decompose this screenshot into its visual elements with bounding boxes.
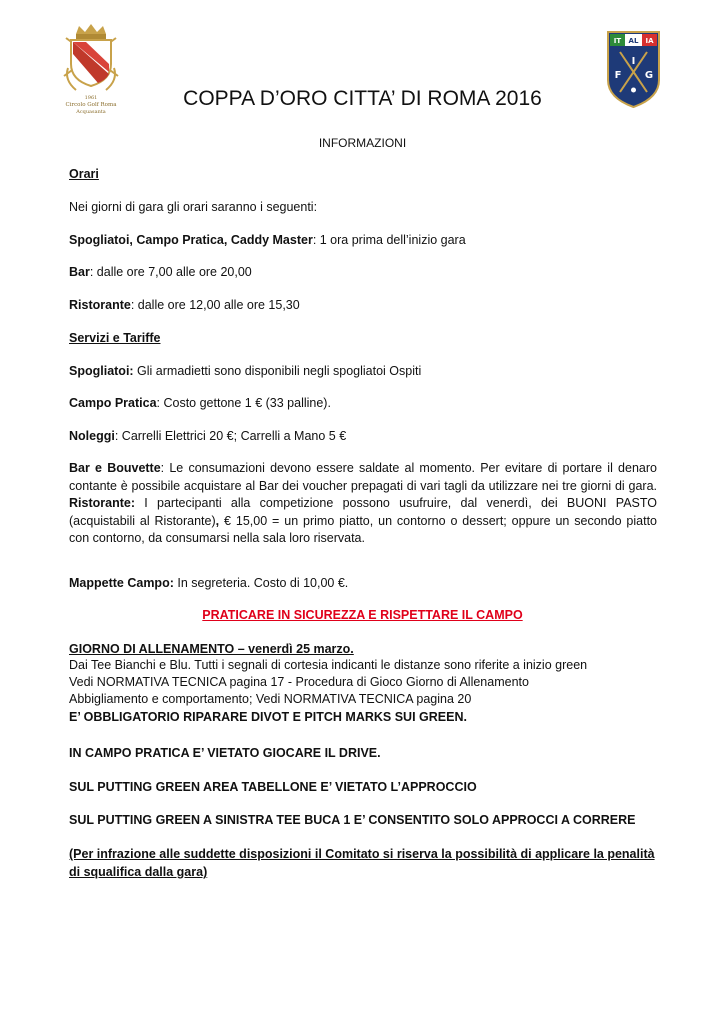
page-subtitle: INFORMAZIONI [318,136,407,150]
allenamento-line-1: Dai Tee Bianchi e Blu. Tutti i segnali di cortesia indicanti le distanze sono riferite a inizio green [69,658,588,672]
svg-text:G: G [644,70,654,81]
orari-intro: Nei giorni di gara gli orari saranno i seguenti: [69,200,318,214]
svg-text:I: I [631,56,636,67]
servizi-noleggi: Noleggi: Carrelli Elettrici 20 €; Carrelli a Mano 5 € [69,429,347,443]
svg-text:IA: IA [645,37,654,45]
rule-approccio: SUL PUTTING GREEN AREA TABELLONE E’ VIETATO L’APPROCCIO [69,780,477,794]
allenamento-line-2: Vedi NORMATIVA TECNICA pagina 17 - Procedura di Gioco Giorno di Allenamento [69,675,529,689]
orari-heading: Orari [69,167,99,181]
orari-row-spogliatoi: Spogliatoi, Campo Pratica, Caddy Master: 1 ora prima dell’inizio gara [69,233,466,247]
svg-text:Acquasanta: Acquasanta [76,109,106,115]
allenamento-heading: GIORNO DI ALLENAMENTO – venerdì 25 marzo. [69,642,354,656]
orari-row-ristorante: Ristorante: dalle ore 12,00 alle ore 15,30 [69,298,300,312]
penalty-note: (Per infrazione alle suddette disposizioni il Comitato si riserva la possibilità di applicare la penalità di squalifica dalla gara) [69,847,655,879]
page-title: COPPA D’ORO CITTA’ DI ROMA 2016 [183,87,542,110]
svg-text:F: F [614,70,622,81]
servizi-campo-pratica: Campo Pratica: Costo gettone 1 € (33 palline). [69,396,331,410]
rule-drive: IN CAMPO PRATICA E’ VIETATO GIOCARE IL DRIVE. [69,746,381,760]
svg-text:Circolo Golf Roma: Circolo Golf Roma [65,102,117,108]
svg-text:AL: AL [628,37,639,45]
servizi-spogliatoi: Spogliatoi: Gli armadietti sono disponibili negli spogliatoi Ospiti [69,364,422,378]
servizi-mappette: Mappette Campo: In segreteria. Costo di 10,00 €. [69,576,349,590]
svg-text:IT: IT [613,37,622,45]
orari-row-bar: Bar: dalle ore 7,00 alle ore 20,00 [69,265,252,279]
allenamento-line-3: Abbigliamento e comportamento; Vedi NORMATIVA TECNICA pagina 20 [69,692,472,706]
allenamento-line-4: E’ OBBLIGATORIO RIPARARE DIVOT E PITCH MARKS SUI GREEN. [69,710,467,724]
servizi-heading: Servizi e Tariffe [69,331,161,345]
svg-text:1961: 1961 [84,95,98,101]
rule-approcci-correre: SUL PUTTING GREEN A SINISTRA TEE BUCA 1 E’ CONSENTITO SOLO APPROCCI A CORRERE [69,813,636,827]
safety-banner: PRATICARE IN SICUREZZA E RISPETTARE IL CAMPO [202,608,523,622]
servizi-bar-bouvette: Bar e Bouvette: Le consumazioni devono essere saldate al momento. Per evitare di portare il denaro contante è possibile acquistare al Bar dei voucher prepagati di vari tagli da utilizzare nei tre giorni di gara. Ristorante: I partecipanti alla competizione possono usufruire, dal venerdì, dei BUONI PASTO (acquistabili al Ristorante), € 15,00 = un primo piatto, un contorno o dessert; oppure un secondo piatto con contorno, da consumarsi nella sala loro riservata. [69,461,657,545]
